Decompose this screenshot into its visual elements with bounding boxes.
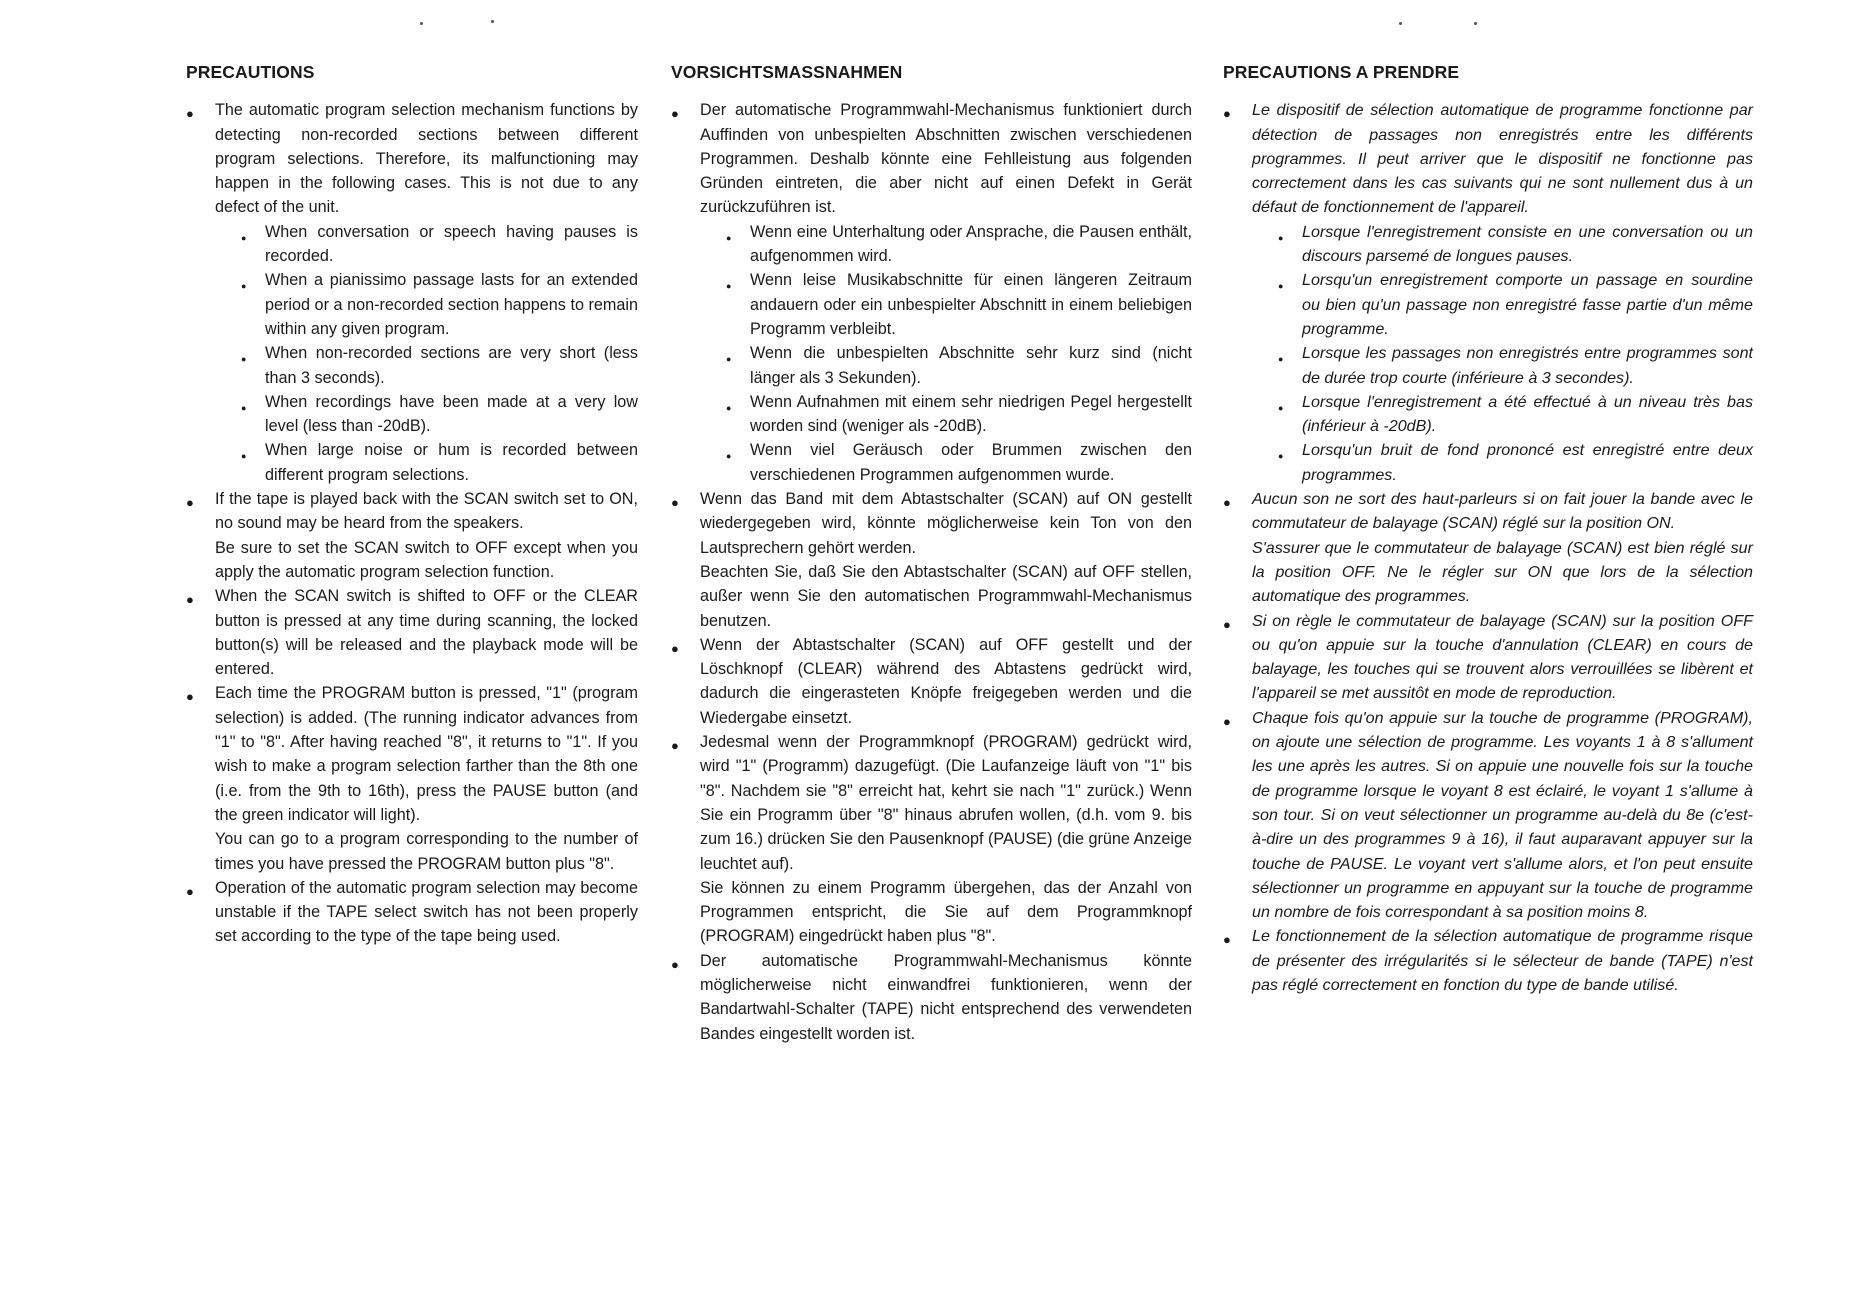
english-title: PRECAUTIONS xyxy=(186,62,315,82)
sub-list-item: ● Wenn viel Geräusch oder Brummen zwischen den verschiedenen Programmen aufgenommen wurde. xyxy=(726,438,1192,487)
list-item: ● Chaque fois qu'on appuie sur la touche de programme (PROGRAM), on ajoute une sélection de programme. Les voyants 1 à 8 s'allument les une après les autres. Si on appuie une nouvelle fois sur la touche de programme lorsque le voyant 8 est éclairé, le voyant 1 s'allume à son tour. Si on veut sélectionner un programme au-delà du 8e (c'est-à-dire un des programmes 9 à 16), il faut auparavant appuyer sur la touche de PAUSE. Le voyant vert s'allume alors, et l'on peut ensuite sélectionner un programme en appuyant sur la touche de programme un nombre de fois correspondant à sa position moins 8. xyxy=(1223,706,1753,925)
list-item: ● Aucun son ne sort des haut-parleurs si on fait jouer la bande avec le commutateur de balayage (SCAN) réglé sur la position ON. S'assurer que le commutateur de balayage (SCAN) est bien réglé sur la position OFF. Ne le régler sur ON que lors de la sélection automatique des programmes. xyxy=(1223,487,1753,608)
list-item: ● Each time the PROGRAM button is pressed, "1" (program selection) is added. (The running indicator advances from "1" to "8". After having reached "8", it returns to "1". If you wish to make a program selection farther than the 8th one (i.e. from the 9th to 16th), press the PAUSE button (and the green indicator will light). You can go to a program corresponding to the number of times you have pressed the PROGRAM button plus "8". xyxy=(186,681,638,875)
list-item: ● Wenn das Band mit dem Abtastschalter (SCAN) auf ON gestellt wiedergegeben wird, könnte möglicherweise kein Ton von den Lautsprechern gehört werden. Beachten Sie, daß Sie den Abtastschalter (SCAN) auf OFF stellen, außer wenn Sie den automatischen Programmwahl-Mechanismus benutzen. xyxy=(671,487,1192,633)
german-column xyxy=(671,60,1192,1046)
list-item: ● Le fonctionnement de la sélection automatique de programme risque de présenter des irrégularités si le sélecteur de bande (TAPE) n'est pas réglé correctement en fonction du type de bande utilisé. xyxy=(1223,924,1753,997)
sub-list-item: ● When conversation or speech having pauses is recorded. xyxy=(241,220,638,269)
french-column xyxy=(1223,60,1753,997)
sub-list-item: ● When large noise or hum is recorded between different program selections. xyxy=(241,438,638,487)
list-item: ● Wenn der Abtastschalter (SCAN) auf OFF gestellt und der Löschknopf (CLEAR) während des Abtastens gedrückt wird, dadurch die eingerasteten Knöpfe freigegeben werden und die Wiedergabe einsetzt. xyxy=(671,633,1192,730)
german-title: VORSICHTSMASSNAHMEN xyxy=(671,62,903,82)
list-item: ● Le dispositif de sélection automatique de programme fonctionne par détection de passages non enregistrés entre les différents programmes. Il peut arriver que le dispositif ne fonctionne pas correctement dans les cas suivants qui ne sont nullement dus à un défaut de fonctionnement de l'appareil. ● Lorsque l'enregistrement consiste en une conversation ou un discours parsemé de longues pauses. ● Lorsqu'un enregistrement comporte un passage en sourdine ou bien qu'un passage non enregistré fasse partie d'un même programme. ● Lorsque les passages non enregistrés entre programmes sont de durée trop courte (inférieure à 3 secondes). ● Lorsque l'enregistrement a été effectué à un niveau très bas (inférieur à -20dB). ● Lorsqu'un bruit de fond prononcé est enregistré entre deux programmes. xyxy=(1223,98,1753,487)
list-item: ● Der automatische Programmwahl-Mechanismus funktioniert durch Auffinden von unbespielten Abschnitten zwischen verschiedenen Programmen. Deshalb könnte eine Fehlleistung aus folgenden Gründen eintreten, die aber nicht auf einen Defekt in Gerät zurückzuführen ist. ● Wenn eine Unterhaltung oder Ansprache, die Pausen enthält, aufgenommen wird. ● Wenn leise Musikabschnitte für einen längeren Zeitraum andauern oder ein unbespielter Abschnitt in einem beliebigen Programm verbleibt. ● Wenn die unbespielten Abschnitte sehr kurz sind (nicht länger als 3 Sekunden). ● Wenn Aufnahmen mit einem sehr niedrigen Pegel hergestellt worden sind (weniger als -20dB). ● Wenn viel Geräusch oder Brummen zwischen den verschiedenen Programmen aufgenommen wurde. xyxy=(671,98,1192,487)
print-mark xyxy=(420,22,423,25)
list-item: ● Operation of the automatic program selection may become unstable if the TAPE select switch has not been properly set according to the type of the tape being used. xyxy=(186,876,638,949)
french-title: PRECAUTIONS A PRENDRE xyxy=(1223,62,1460,82)
sub-list-item: ● When recordings have been made at a very low level (less than -20dB). xyxy=(241,390,638,439)
sub-list-item: ● When non-recorded sections are very short (less than 3 seconds). xyxy=(241,341,638,390)
sub-list-item: ● Wenn leise Musikabschnitte für einen längeren Zeitraum andauern oder ein unbespielter Abschnitt in einem beliebigen Programm verbleibt. xyxy=(726,268,1192,341)
print-mark xyxy=(491,20,494,23)
sub-list-item: ● Lorsqu'un enregistrement comporte un passage en sourdine ou bien qu'un passage non enregistré fasse partie d'un même programme. xyxy=(1278,268,1753,341)
list-item: ● Jedesmal wenn der Programmknopf (PROGRAM) gedrückt wird, wird "1" (Programm) dazugefügt. (Die Laufanzeige läuft von "1" bis "8". Nachdem sie "8" erreicht hat, kehrt sie nach "1" zurück.) Wenn Sie ein Programm über "8" hinaus abrufen wollen, (d.h. vom 9. bis zum 16.) drücken Sie den Pausenknopf (PAUSE) (die grüne Anzeige leuchtet auf). Sie können zu einem Programm übergehen, das der Anzahl von Programmen entspricht, die Sie auf dem Programmknopf (PROGRAM) eingedrückt haben plus "8". xyxy=(671,730,1192,949)
list-item: ● When the SCAN switch is shifted to OFF or the CLEAR button is pressed at any time during scanning, the locked button(s) will be released and the playback mode will be entered. xyxy=(186,584,638,681)
french-list xyxy=(1223,98,1753,997)
sub-list-item: ● Wenn Aufnahmen mit einem sehr niedrigen Pegel hergestellt worden sind (weniger als -20dB). xyxy=(726,390,1192,439)
english-column xyxy=(186,60,638,949)
sub-list-item: ● When a pianissimo passage lasts for an extended period or a non-recorded section happens to remain within any given program. xyxy=(241,268,638,341)
sub-list-item: ● Lorsque l'enregistrement consiste en une conversation ou un discours parsemé de longues pauses. xyxy=(1278,220,1753,269)
sub-list-item: ● Lorsque l'enregistrement a été effectué à un niveau très bas (inférieur à -20dB). xyxy=(1278,390,1753,439)
sub-list-item: ● Lorsque les passages non enregistrés entre programmes sont de durée trop courte (inférieure à 3 secondes). xyxy=(1278,341,1753,390)
sub-list-item: ● Wenn eine Unterhaltung oder Ansprache, die Pausen enthält, aufgenommen wird. xyxy=(726,220,1192,269)
print-mark xyxy=(1474,22,1477,25)
list-item: ● The automatic program selection mechanism functions by detecting non-recorded sections between different program selections. Therefore, its malfunctioning may happen in the following cases. This is not due to any defect of the unit. ● When conversation or speech having pauses is recorded. ● When a pianissimo passage lasts for an extended period or a non-recorded section happens to remain within any given program. ● When non-recorded sections are very short (less than 3 seconds). ● When recordings have been made at a very low level (less than -20dB). ● When large noise or hum is recorded between different program selections. xyxy=(186,98,638,487)
sub-list-item: ● Wenn die unbespielten Abschnitte sehr kurz sind (nicht länger als 3 Sekunden). xyxy=(726,341,1192,390)
list-item: ● Si on règle le commutateur de balayage (SCAN) sur la position OFF ou qu'on appuie sur la touche d'annulation (CLEAR) en cours de balayage, les touches qui se trouvent alors verrouillées se libèrent et l'appareil se met aussitôt en mode de reproduction. xyxy=(1223,609,1753,706)
print-mark xyxy=(1399,22,1402,25)
list-item: ● If the tape is played back with the SCAN switch set to ON, no sound may be heard from the speakers. Be sure to set the SCAN switch to OFF except when you apply the automatic program selection function. xyxy=(186,487,638,584)
list-item: ● Der automatische Programmwahl-Mechanismus könnte möglicherweise nicht einwandfrei funktionieren, wenn der Bandartwahl-Schalter (TAPE) nicht entsprechend des verwendeten Bandes eingestellt worden ist. xyxy=(671,949,1192,1046)
german-list xyxy=(671,98,1192,1046)
sub-list-item: ● Lorsqu'un bruit de fond prononcé est enregistré entre deux programmes. xyxy=(1278,438,1753,487)
english-list xyxy=(186,98,638,948)
